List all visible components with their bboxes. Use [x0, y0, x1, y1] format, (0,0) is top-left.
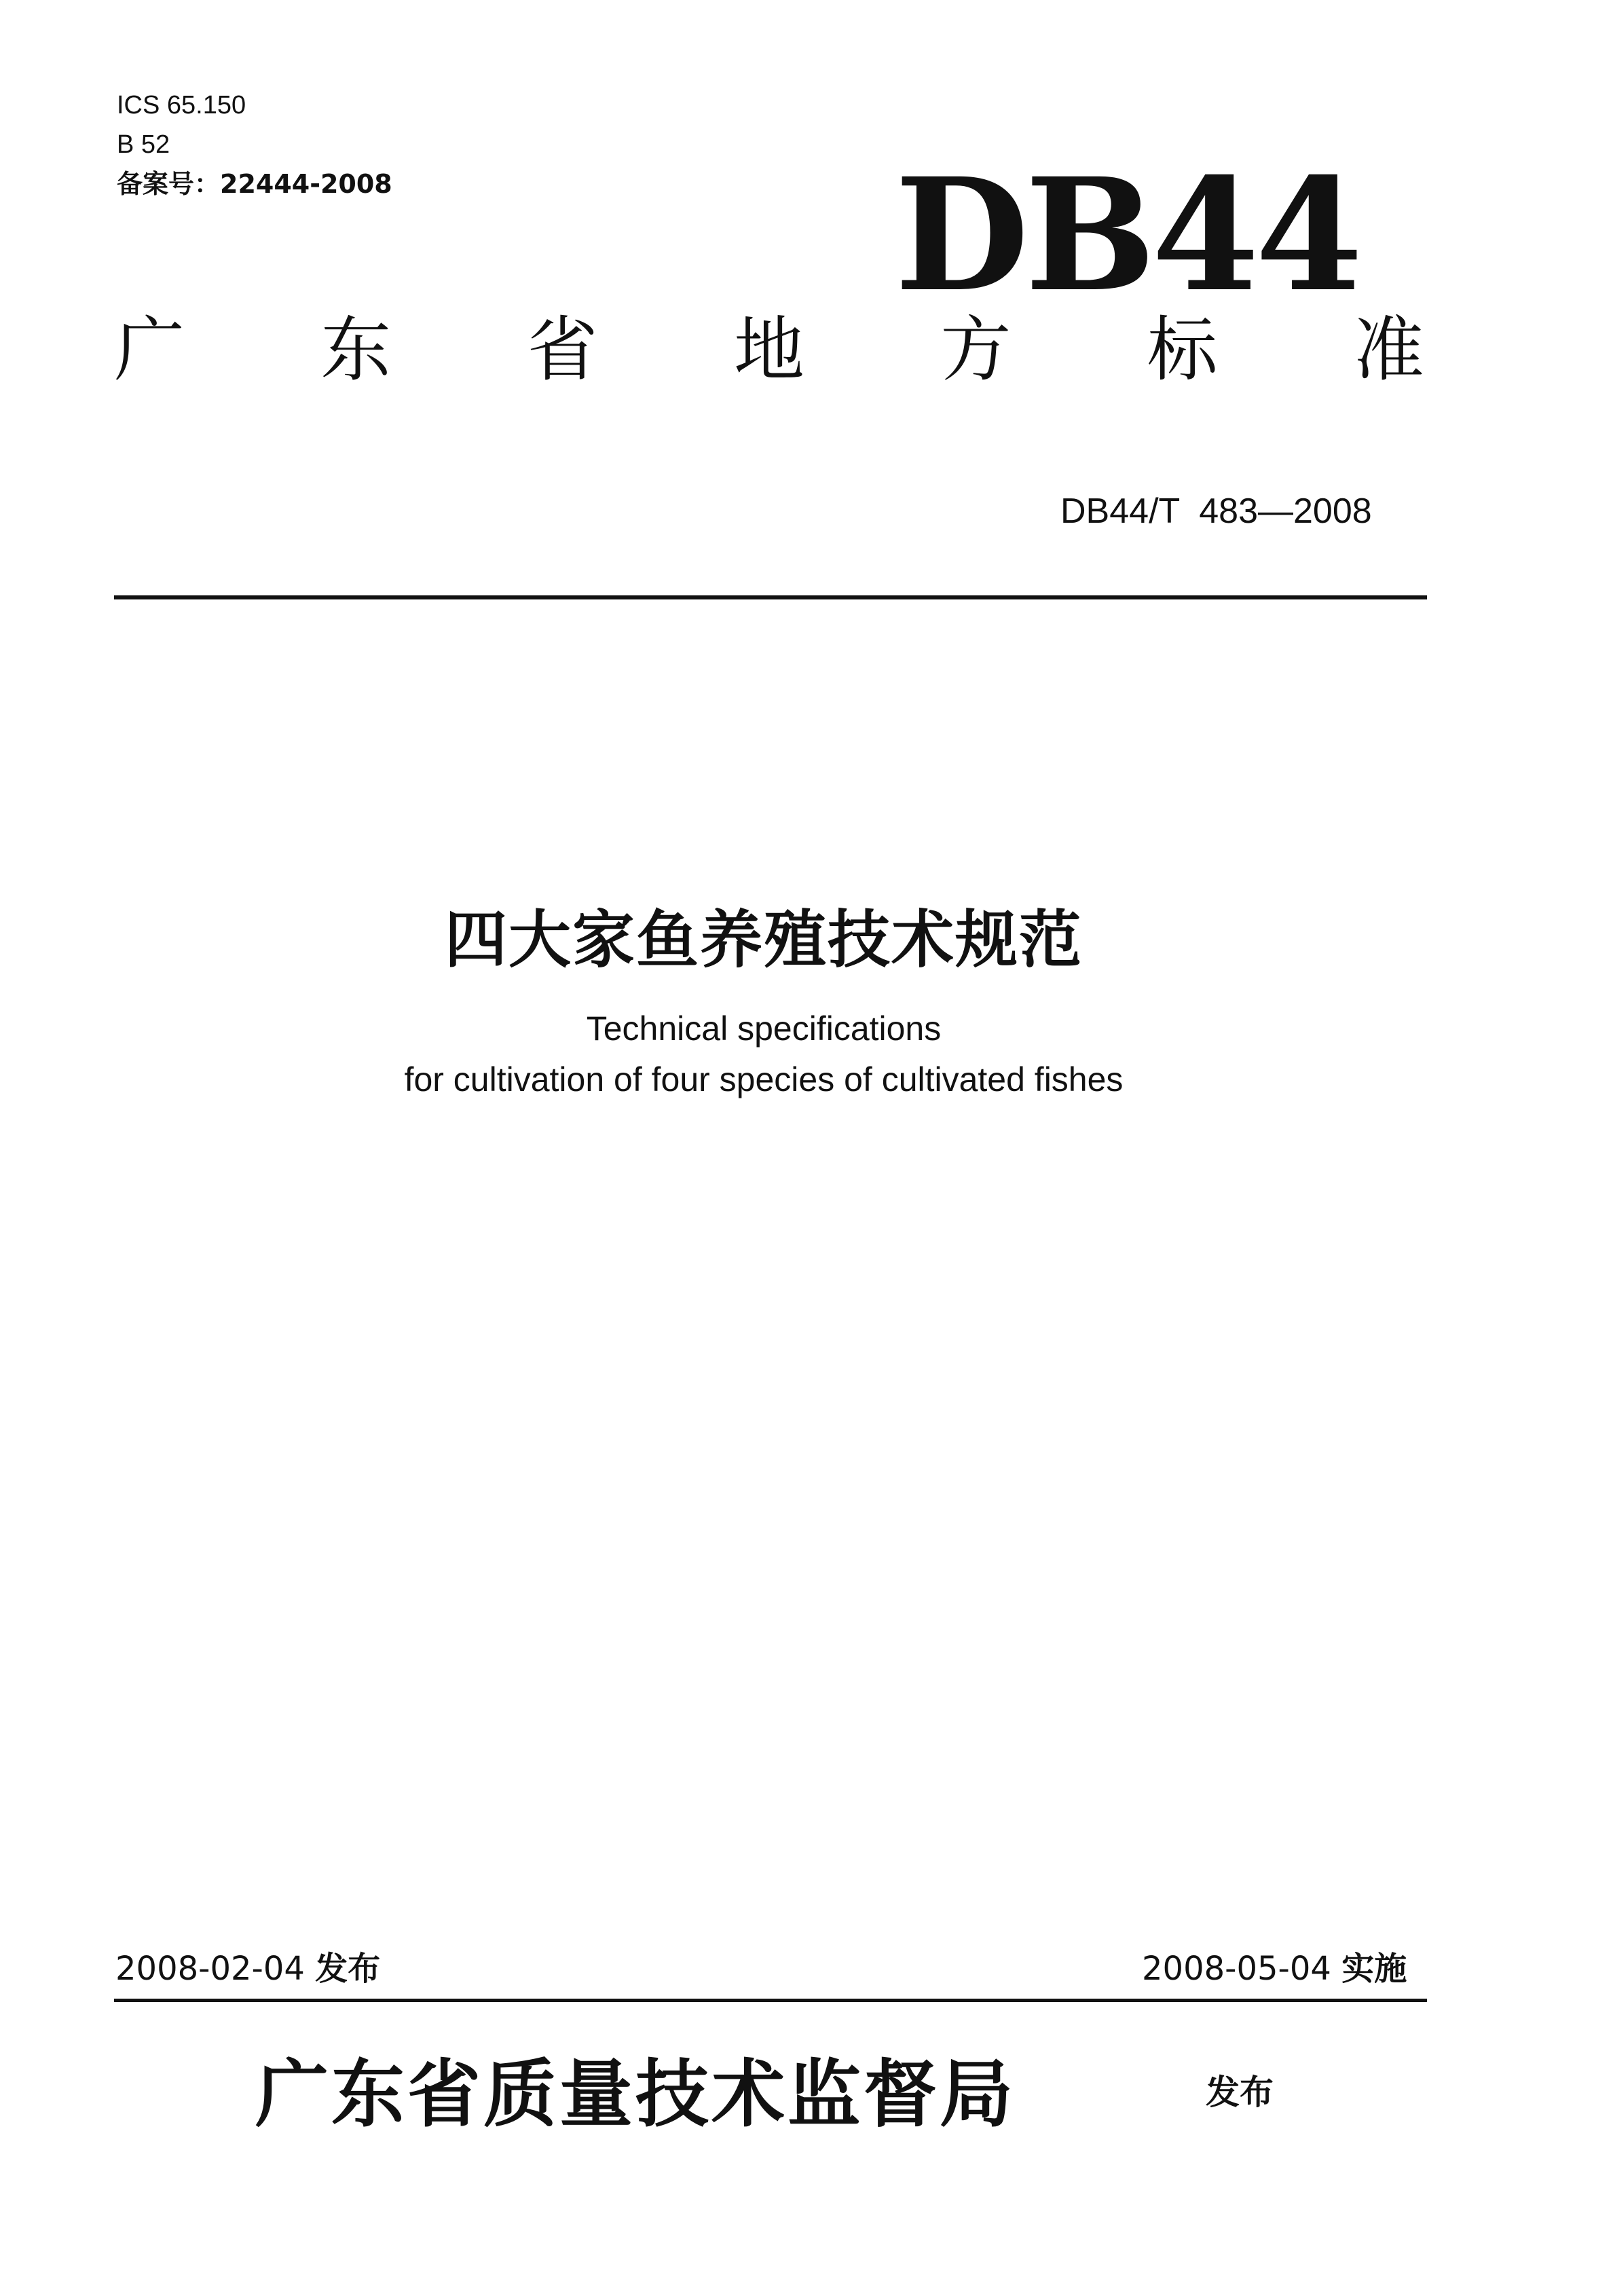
implement-date	[1142, 1948, 1407, 1989]
bottom-divider	[114, 1999, 1427, 2002]
top-divider	[114, 595, 1427, 599]
issue-date-label: 发布	[315, 1950, 381, 1988]
issue-date-value: 2008-02-04	[115, 1950, 305, 1988]
implement-date-value: 2008-05-04	[1142, 1950, 1331, 1988]
classification-code: B 52	[117, 130, 170, 159]
standard-type-char: 省	[527, 308, 598, 391]
standard-type-char: 地	[733, 308, 804, 391]
standard-type-heading	[114, 309, 1424, 390]
title-english-line1: Technical specifications	[586, 1010, 942, 1048]
ics-code: ICS 65.150	[117, 91, 246, 119]
publisher-suffix: 发布	[1206, 2073, 1274, 2112]
standard-type-char: 标	[1147, 308, 1218, 391]
standard-type-char: 方	[940, 308, 1012, 391]
standard-type-char: 东	[320, 308, 392, 391]
implement-date-label: 实施	[1341, 1950, 1407, 1988]
record-number: 备案号：22444-2008	[117, 169, 392, 199]
standard-type-char: 准	[1353, 308, 1424, 391]
publisher-name: 广东省质量技术监督局	[255, 2052, 1016, 2137]
db44-logo: DB44	[895, 144, 1359, 326]
title-english-line2: for cultivation of four species of cultivated fishes	[404, 1060, 1124, 1098]
standard-type-char: 广	[114, 308, 185, 391]
standard-number: DB44/T 483—2008	[1060, 492, 1372, 531]
title-chinese: 四大家鱼养殖技术规范	[444, 904, 1083, 976]
issue-date	[115, 1948, 380, 1989]
